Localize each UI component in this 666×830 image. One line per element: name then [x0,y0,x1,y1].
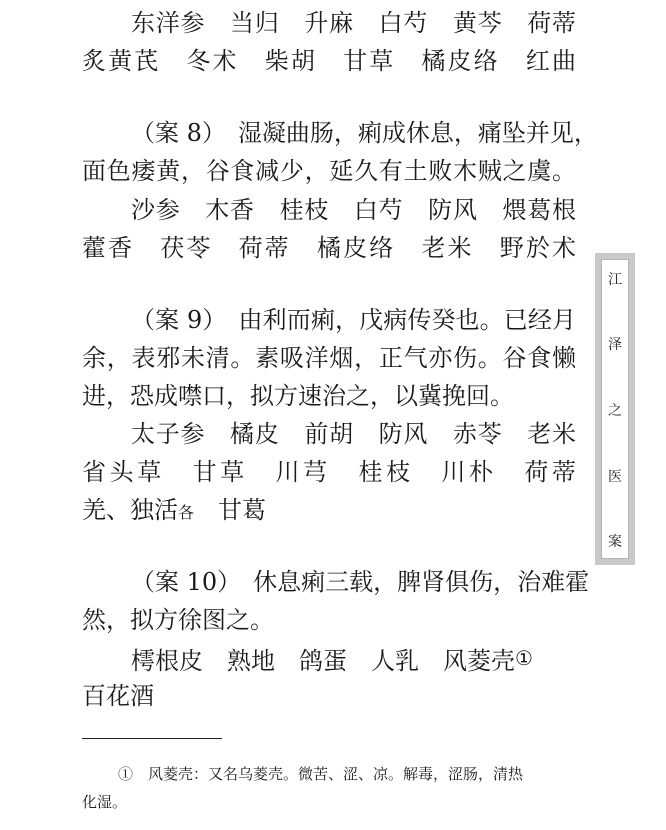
herb-list-line-2: 炙黄芪 冬术 柴胡 甘草 橘皮络 红曲 [82,47,576,75]
herb-qianghuo-duhuo: 羌、独活 [82,496,178,524]
case-10-herbs-line-1 [131,641,576,678]
side-tab-char-1: 江 [608,272,622,288]
side-tab-char-5: 案 [608,534,622,550]
footnote-ref-marker: ① [515,646,533,670]
case-8-heading-line: （案 8） 湿凝曲肠，痢成休息，痛坠并见， [131,119,598,147]
herb-gange: 甘葛 [194,496,267,524]
case-9-text-line-2: 进，恐成噤口，拟方速治之，以冀挽回。 [82,382,514,410]
case-10-herbs: 樗根皮 熟地 鸽蛋 人乳 风菱壳 [131,647,515,675]
case-9-herbs-line-2: 省头草 甘草 川芎 桂枝 川朴 荷蒂 [82,458,576,486]
case-8-herbs-line-2: 藿香 茯苓 荷蒂 橘皮络 老米 野於术 [82,234,576,262]
case-8-herbs-line-1: 沙参 木香 桂枝 白芍 防风 煨葛根 [131,196,576,224]
case-9-text-line-1: 余，表邪未清。素吸洋烟，正气亦伤。谷食懒 [82,344,576,372]
footnote-divider [82,738,222,739]
side-tab-char-4: 医 [608,469,622,485]
side-tab-char-3: 之 [608,403,622,419]
herb-list-line-1: 东洋参 当归 升麻 白芍 黄芩 荷蒂 [131,9,576,37]
case-8-text-line: 面色痿黄，谷食减少，延久有土败木贼之虞。 [82,157,576,185]
footnote-line-1: ① 风菱壳：又名乌菱壳。微苦、涩、凉。解毒，涩肠，清热 [118,765,524,783]
case-10-text-line: 然，拟方徐图之。 [82,606,274,634]
case-9-heading-line: （案 9） 由利而痢，戊病传癸也。已经月 [131,306,576,334]
case-9-herbs-line-3 [82,493,576,530]
footnote-line-2: 化湿。 [82,793,128,811]
case-10-heading-line: （案 10） 休息痢三载，脾肾俱伤，治难霍 [131,568,590,596]
case-10-herbs-line-2: 百花酒 [82,682,154,710]
side-tab-char-2: 泽 [608,337,622,353]
case-9-herbs-line-1: 太子参 橘皮 前胡 防风 赤苓 老米 [131,420,576,448]
dosage-each-marker: 各 [178,503,195,522]
